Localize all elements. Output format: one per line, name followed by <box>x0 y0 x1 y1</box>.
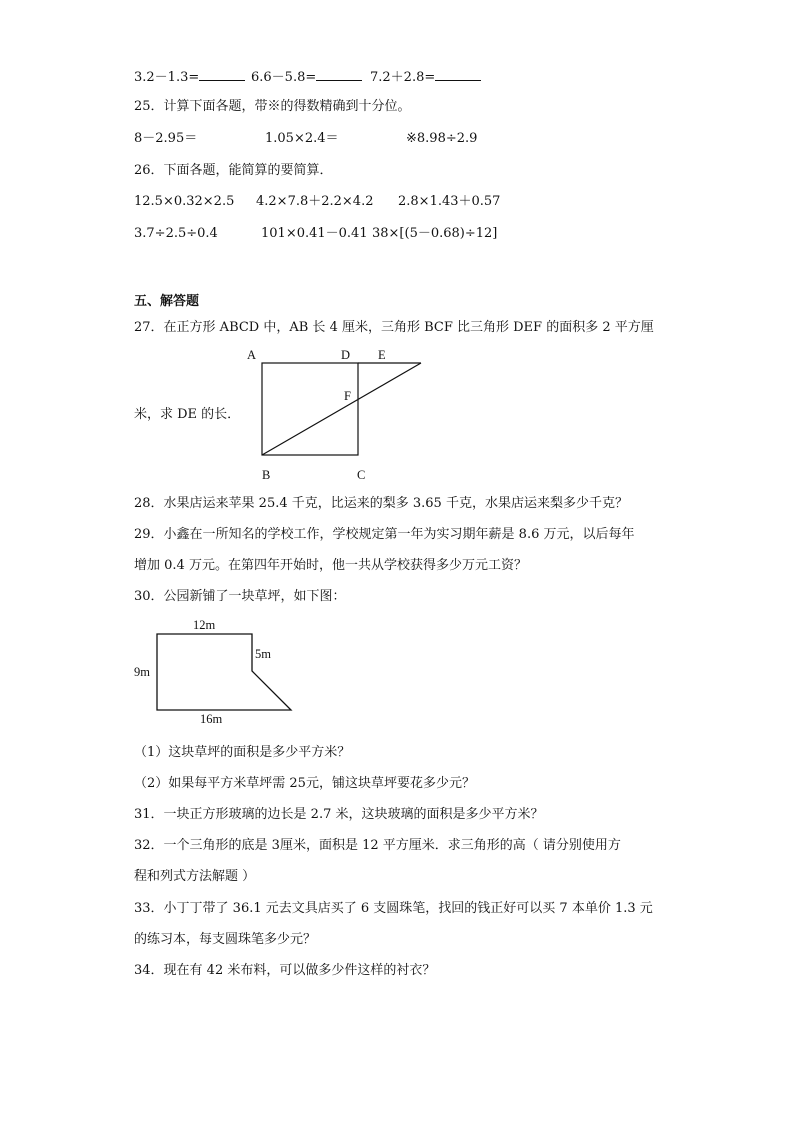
label-f: F <box>344 389 351 403</box>
label-a: A <box>247 348 257 362</box>
label-b: B <box>262 468 271 482</box>
question-30-sub2: （2）如果每平方米草坪需 25元，铺这块草坪要花多少元？ <box>134 776 475 791</box>
q26-expr-5: 101×0.41－0.41 <box>261 226 368 241</box>
question-31: 31．一块正方形玻璃的边长是 2.7 米，这块玻璃的面积是多少平方米？ <box>134 807 544 822</box>
q26-expr-2: 4.2×7.8＋2.2×4.2 <box>256 194 374 209</box>
question-27-line2: 米，求 DE 的长． <box>134 407 241 422</box>
question-29-line1: 29．小鑫在一所知名的学校工作，学校规定第一年为实习期年薪是 8.6 万元，以后每年 <box>134 527 635 542</box>
question-34: 34．现在有 42 米布料，可以做多少件这样的衬衣？ <box>134 963 436 978</box>
question-26: 26．下面各题，能简算的要简算． <box>134 163 333 178</box>
question-30-sub1: （1）这块草坪的面积是多少平方米？ <box>134 745 351 760</box>
label-e: E <box>378 348 386 362</box>
lawn-shape <box>157 634 291 710</box>
section-heading: 五、解答题 <box>134 294 200 309</box>
expr-text: 6.6－5.8= <box>251 70 317 85</box>
question-30: 30．公园新铺了一块草坪，如下图： <box>134 589 346 604</box>
lawn-label-left: 9m <box>134 665 150 679</box>
label-d: D <box>341 348 351 362</box>
question-32-line2: 程和列式方法解题 ） <box>134 869 256 884</box>
q25-expr-2: 1.05×2.4＝ <box>265 131 339 146</box>
question-33-line1: 33．小丁丁带了 36.1 元去文具店买了 6 支圆珠笔，找回的钱正好可以买 7 本单价 1.3 元 <box>134 901 653 916</box>
question-29-line2: 增加 0.4 万元。在第四年开始时，他一共从学校获得多少万元工资？ <box>134 558 527 573</box>
label-c: C <box>357 468 366 482</box>
q25-expr-1: 8－2.95＝ <box>134 131 198 146</box>
lawn-label-right: 5m <box>255 647 271 661</box>
q26-expr-4: 3.7÷2.5÷0.4 <box>134 226 218 241</box>
lawn-label-bottom: 16m <box>200 712 223 726</box>
question-28: 28．水果店运来苹果 25.4 千克，比运来的梨多 3.65 千克，水果店运来梨多少千克？ <box>134 496 628 511</box>
question-25: 25．计算下面各题，带※的得数精确到十分位。 <box>134 99 411 114</box>
expr-text: 7.2＋2.8= <box>370 70 436 85</box>
question-27-line1: 27．在正方形 ABCD 中，AB 长 4 厘米，三角形 BCF 比三角形 DEF 的面积多 2 平方厘 <box>134 320 654 335</box>
question-32-line1: 32．一个三角形的底是 3厘米，面积是 12 平方厘米．求三角形的高（ 请分别使用方 <box>134 838 621 853</box>
q26-expr-6: 38×[(5－0.68)÷12] <box>372 226 498 241</box>
expr-text: 3.2－1.3= <box>134 70 200 85</box>
q26-expr-3: 2.8×1.43＋0.57 <box>398 194 501 209</box>
q26-expr-1: 12.5×0.32×2.5 <box>134 194 235 209</box>
question-33-line2: 的练习本，每支圆珠笔多少元？ <box>134 932 317 947</box>
q25-expr-3: ※8.98÷2.9 <box>406 131 478 146</box>
lawn-label-top: 12m <box>193 618 216 632</box>
